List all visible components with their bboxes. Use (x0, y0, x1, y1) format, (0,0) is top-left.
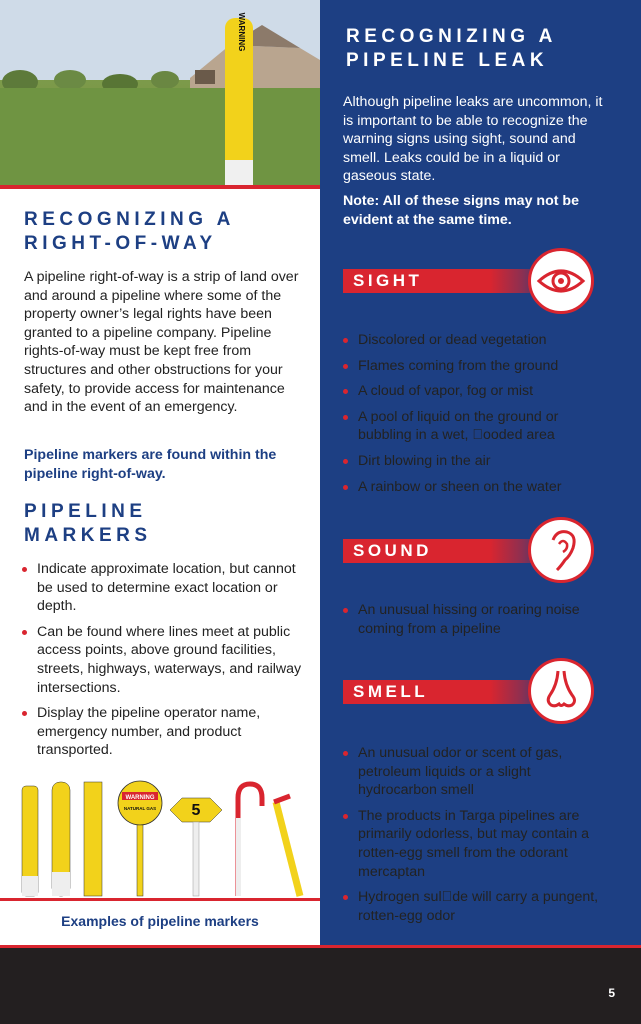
leak-intro: Although pipeline leaks are uncommon, it is important to be able to recognize the warning signs using sight, sound and smell. Leaks could be in a liquid or gaseous state. (343, 94, 603, 185)
left-column (0, 0, 320, 945)
list-item: The products in Targa pipelines are primarily odorless, but may contain a rotten-egg smell from the odorant mercaptan (343, 807, 613, 881)
marker-natural-gas-text: NATURAL GAS (123, 806, 157, 811)
smell-band (343, 680, 553, 704)
row-heading (24, 208, 235, 256)
pipeline-markers-illustration (10, 778, 310, 898)
leak-heading-line-1: RECOGNIZING A (346, 26, 557, 47)
marker-warning-text: WARNING (125, 795, 155, 801)
row-heading-line-1: RECOGNIZING A (24, 209, 235, 230)
list-item: Discolored or dead vegetation (343, 331, 613, 350)
leak-heading (346, 25, 557, 73)
list-item: Can be found where lines meet at public access points, above ground facilities, streets, highways, waterways, and railway intersections. (22, 623, 302, 697)
marker-photo (0, 0, 320, 185)
sight-bullet-list (343, 331, 613, 503)
list-item: An unusual odor or scent of gas, petroleum liquids or a slight hydrocarbon smell (343, 744, 613, 800)
sound-bullet-list (343, 601, 613, 645)
smell-label: SMELL (353, 682, 429, 701)
footer-divider (0, 945, 641, 948)
list-item: A pool of liquid on the ground or bubbling in a wet,  ooded area (343, 408, 613, 445)
page-footer (0, 945, 641, 1024)
photo-divider (0, 185, 320, 189)
markers-caption: Examples of pipeline markers (61, 913, 259, 929)
smell-bullet-list (343, 744, 613, 932)
sight-band (343, 269, 553, 293)
list-item: Display the pipeline operator name, emergency number, and product transported. (22, 704, 302, 760)
list-item: Indicate approximate location, but cannot be used to determine exact location or depth. (22, 560, 302, 616)
list-item: Dirt blowing in the air (343, 452, 613, 471)
row-note: Pipeline markers are found within the pipeline right-of-way. (24, 447, 277, 482)
row-body: A pipeline right-of-way is a strip of land over and around a pipeline where some of the property owner’s legal rights have been granted to a pipeline company. Pipeline rights-of-way must be kept free from structures and other obstructions for your safety, to provide access for maintenance and in the event of an emergency. (24, 269, 299, 416)
ear-icon (528, 517, 594, 583)
markers-heading-line-2: MARKERS (24, 525, 152, 546)
nose-icon (528, 658, 594, 724)
list-item: Flames coming from the ground (343, 357, 613, 376)
row-heading-line-2: RIGHT-OF-WAY (24, 233, 217, 254)
sight-label: SIGHT (353, 271, 423, 290)
sound-label: SOUND (353, 541, 432, 560)
post-warning-text: WARNING (237, 12, 246, 52)
list-item: A cloud of vapor, fog or mist (343, 382, 613, 401)
markers-heading-line-1: PIPELINE (24, 501, 147, 522)
leak-note: Note: All of these signs may not be evident at the same time. (343, 193, 579, 228)
sound-band (343, 539, 553, 563)
leak-heading-line-2: PIPELINE LEAK (346, 50, 549, 71)
list-item: An unusual hissing or roaring noise coming from a pipeline (343, 601, 613, 638)
marker-number-text: 5 (191, 802, 201, 819)
eye-icon (528, 248, 594, 314)
page-number: 5 (608, 986, 615, 1000)
markers-divider (0, 898, 320, 901)
markers-heading (24, 500, 152, 548)
markers-bullet-list (22, 560, 302, 767)
list-item: Hydrogen sul de will carry a pungent, rotten-egg odor (343, 888, 613, 925)
list-item: A rainbow or sheen on the water (343, 478, 613, 497)
photo-scene (0, 0, 320, 185)
